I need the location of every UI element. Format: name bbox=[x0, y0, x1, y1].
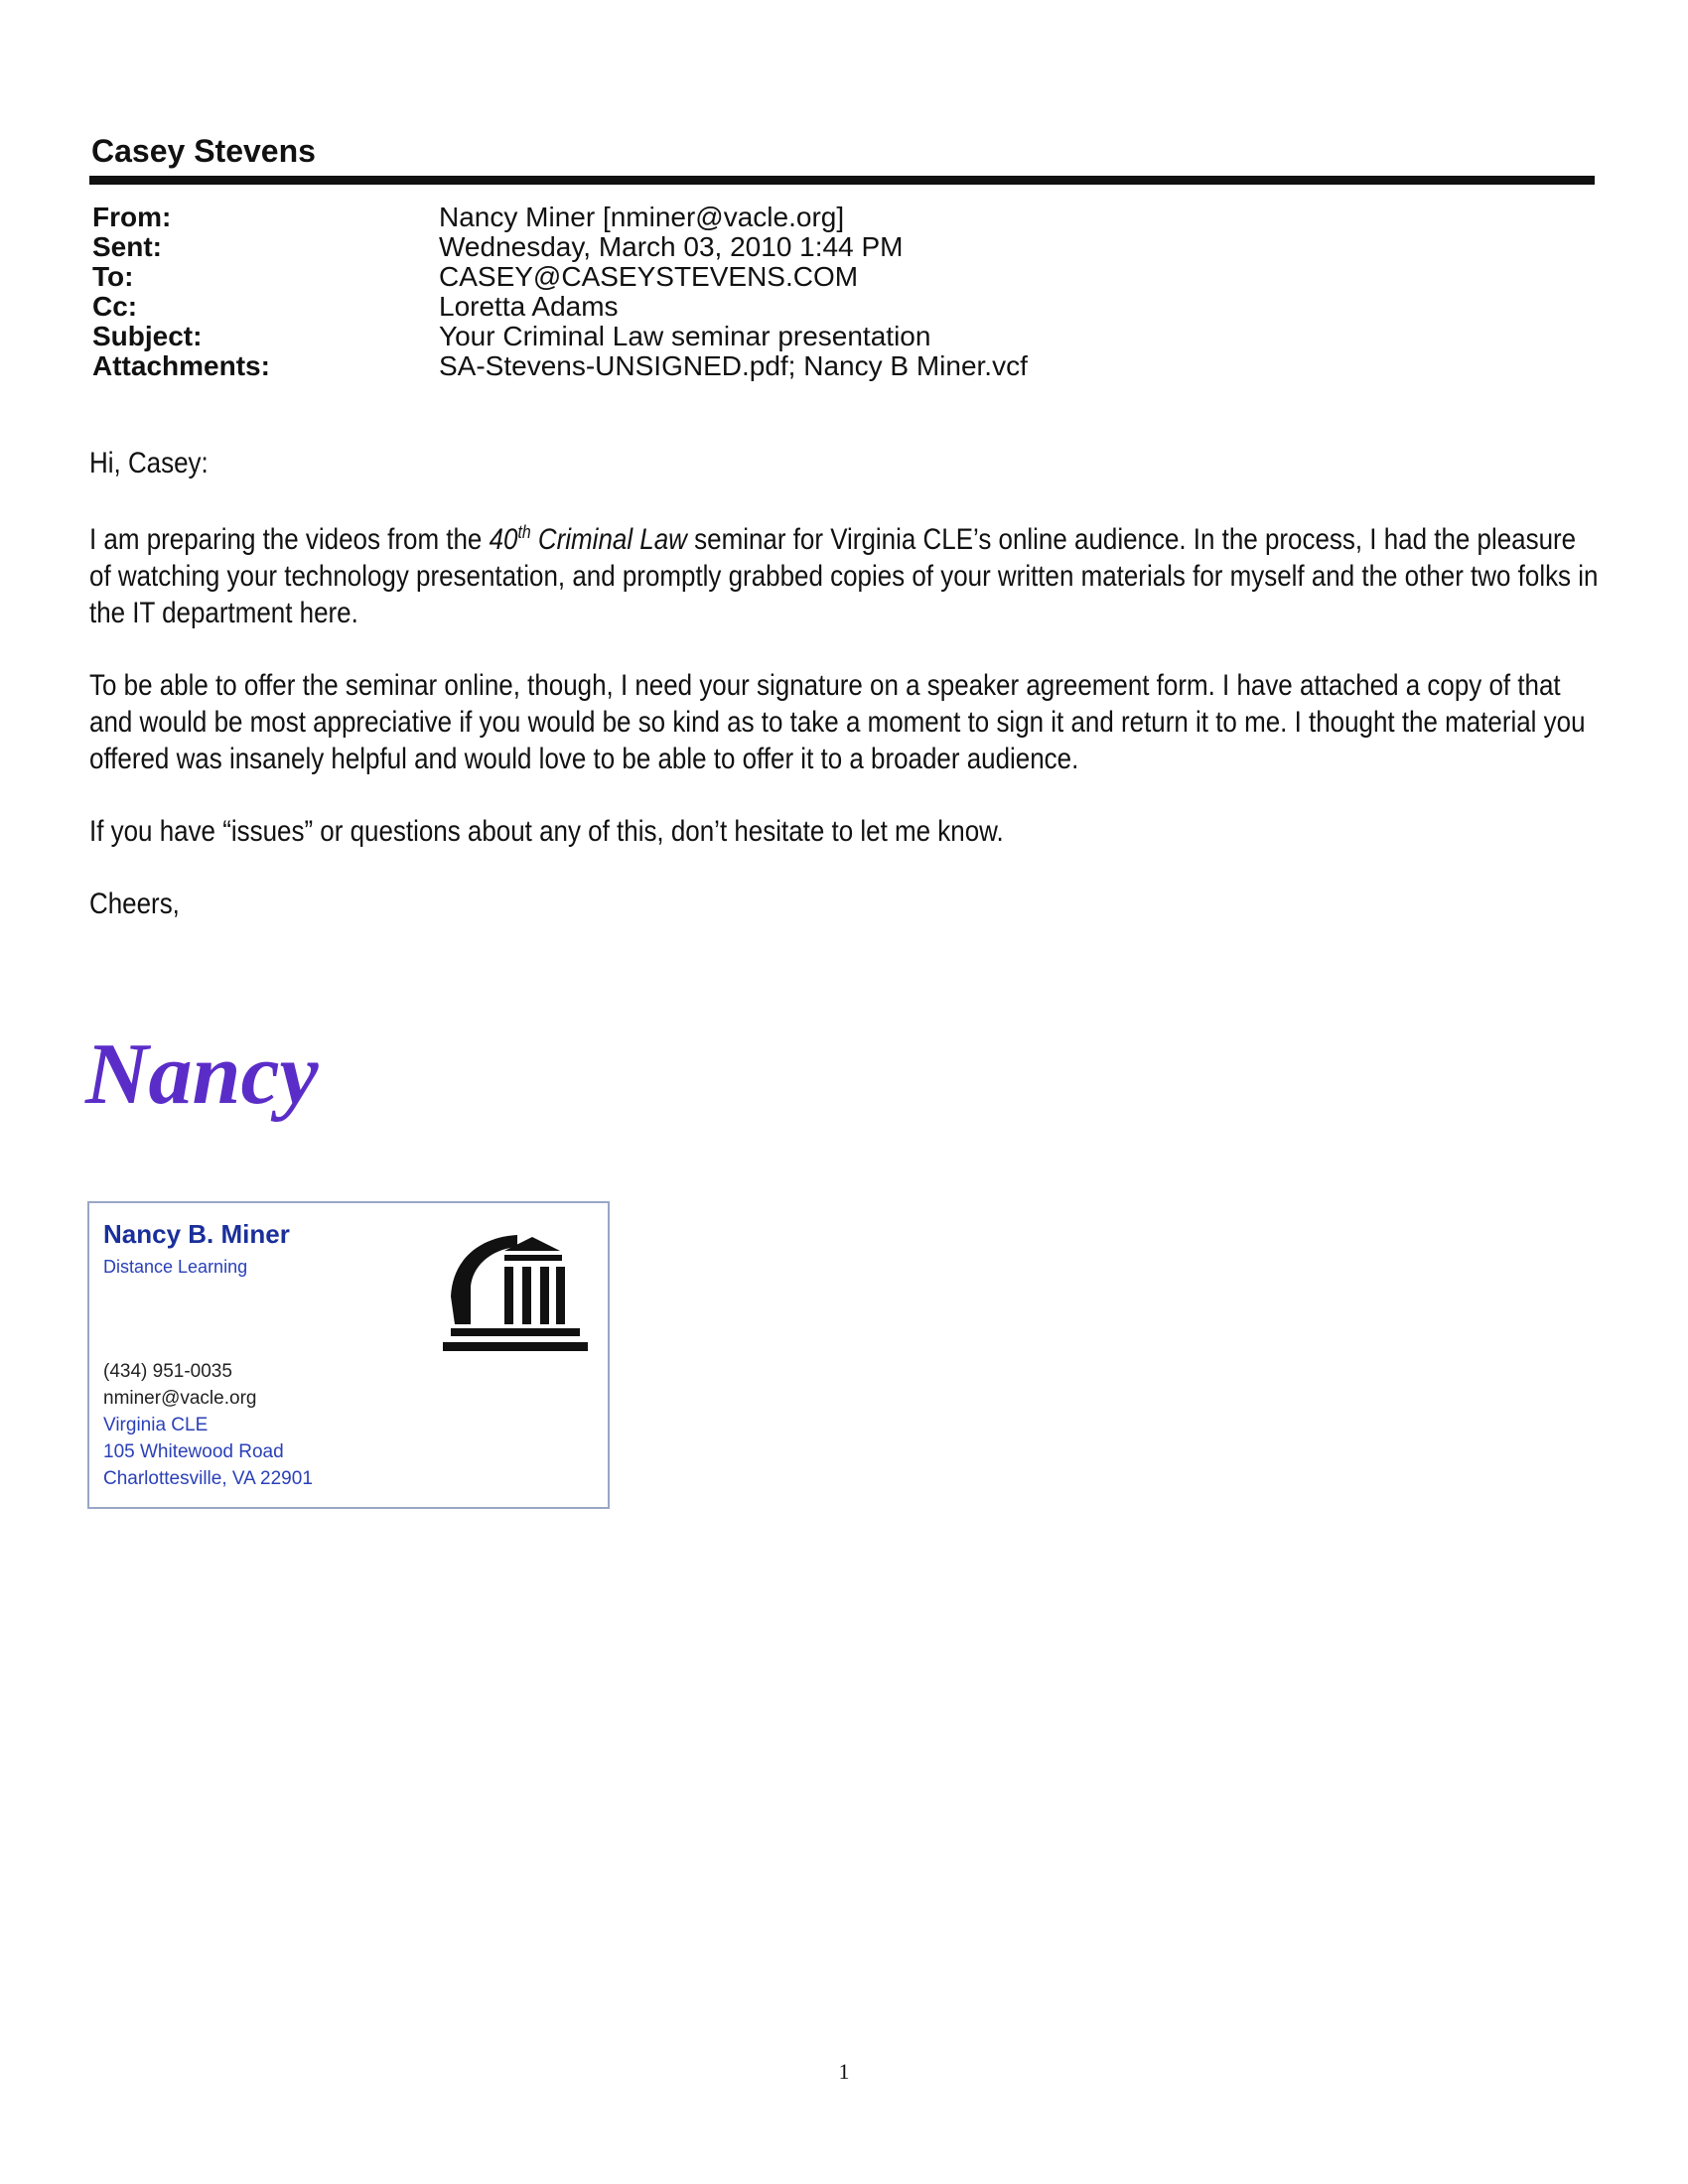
card-phone: (434) 951-0035 bbox=[103, 1361, 232, 1382]
card-name: Nancy B. Miner bbox=[103, 1219, 290, 1249]
header-label: From: bbox=[92, 202, 172, 232]
card-city: Charlottesville, VA 22901 bbox=[103, 1468, 313, 1489]
header-attachments-row bbox=[92, 351, 1028, 381]
card-email: nminer@vacle.org bbox=[103, 1388, 257, 1409]
card-org: Virginia CLE bbox=[103, 1415, 209, 1435]
header-from-value: Nancy Miner [nminer@vacle.org] bbox=[439, 202, 845, 232]
email-body bbox=[89, 445, 1599, 958]
closing: Cheers, bbox=[89, 887, 180, 920]
body-paragraph-1: I am preparing the videos from the 40th Criminal Law seminar for Virginia CLE’s online audience. In the process, I had the pleasure of watching your technology presentation, and promptly grabbed copies of your written materials for myself and the other two folks in the IT department here. bbox=[89, 522, 1599, 629]
email-header-block bbox=[92, 203, 1028, 381]
body-paragraph-3: If you have “issues” or questions about any of this, don’t hesitate to let me know. bbox=[89, 815, 1004, 848]
header-from-row bbox=[92, 203, 1028, 232]
header-label: Cc: bbox=[92, 291, 138, 322]
header-cc-value: Loretta Adams bbox=[439, 291, 619, 322]
header-attachments-value: SA-Stevens-UNSIGNED.pdf; Nancy B Miner.vcf bbox=[439, 350, 1028, 381]
card-street: 105 Whitewood Road bbox=[103, 1441, 284, 1462]
business-card bbox=[87, 1201, 610, 1509]
header-sent-row bbox=[92, 232, 1028, 262]
page-number: 1 bbox=[838, 2059, 850, 2084]
header-sent-value: Wednesday, March 03, 2010 1:44 PM bbox=[439, 231, 904, 262]
header-subject-value: Your Criminal Law seminar presentation bbox=[439, 321, 931, 351]
body-paragraph-2: To be able to offer the seminar online, though, I need your signature on a speaker agreement form. I have attached a copy of that and would be most appreciative if you would be so kind as to take a moment to sign it and return it to me. I thought the material you offered was insanely helpful and would love to be able to offer it to a broader audience. bbox=[89, 669, 1586, 775]
header-label: Subject: bbox=[92, 321, 203, 351]
card-title: Distance Learning bbox=[103, 1257, 248, 1277]
greeting: Hi, Casey: bbox=[89, 447, 209, 479]
header-to-row bbox=[92, 262, 1028, 292]
header-subject-row bbox=[92, 322, 1028, 351]
card-contact-lines bbox=[103, 1358, 313, 1492]
header-cc-row bbox=[92, 292, 1028, 322]
header-label: Attachments: bbox=[92, 350, 270, 381]
mailbox-owner-name: Casey Stevens bbox=[91, 133, 316, 169]
columned-building-icon bbox=[443, 1217, 592, 1366]
header-label: Sent: bbox=[92, 231, 162, 262]
header-rule bbox=[89, 176, 1595, 185]
header-to-value: CASEY@CASEYSTEVENS.COM bbox=[439, 261, 859, 292]
signature: Nancy bbox=[85, 1026, 319, 1123]
header-label: To: bbox=[92, 261, 134, 292]
